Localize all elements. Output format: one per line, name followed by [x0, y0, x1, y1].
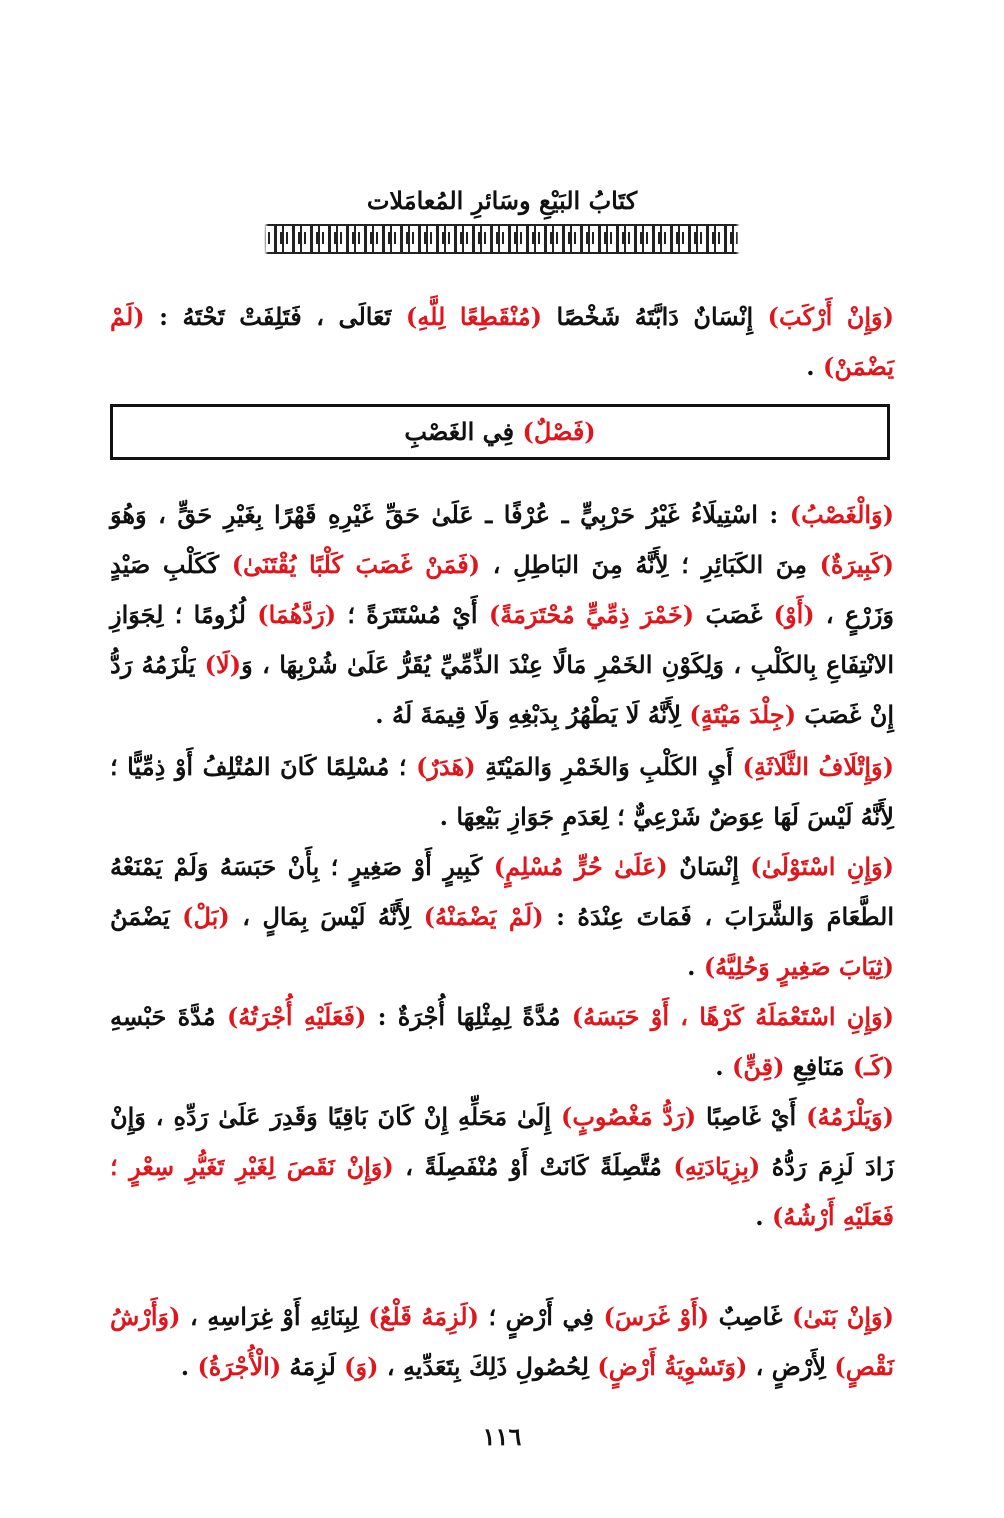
commentary-text: إِلَىٰ مَحَلِّهِ إِنْ كَانَ بَاقِيًا وَقَدِرَ عَلَىٰ رَدِّهِ ، وَإِنْ زَادَ لَزِمَ رَدُّهُ	[110, 1102, 895, 1181]
paragraph-istamal	[110, 992, 894, 1092]
commentary-text: غَصَبَ	[694, 600, 774, 629]
red-phrase: (وَالْغَصْبُ)	[789, 500, 894, 529]
red-phrase: (هَدَرٌ)	[416, 752, 476, 781]
section-heading-red: (فَصْلٌ)	[522, 417, 596, 446]
commentary-text: لَزِمَهُ	[281, 1352, 345, 1381]
commentary-text: مُتَّصِلَةً كَانَتْ أَوْ مُنْفَصِلَةً ،	[393, 1152, 674, 1181]
paragraph-ghasb	[110, 490, 894, 740]
commentary-text: .	[180, 1352, 198, 1381]
paragraph-intro	[110, 292, 894, 392]
commentary-text: فِي أَرْضٍ ؛	[478, 1302, 604, 1331]
commentary-text: : اسْتِيلَاءُ غَيْرُ حَرْبِيٍّ ـ عُرْفًا ـ عَلَىٰ حَقِّ غَيْرِهِ قَهْرًا بِغَيْرِ حَقٍّ ، وَهُوَ	[110, 500, 790, 529]
commentary-text: غَاصِبٌ	[709, 1302, 792, 1331]
red-phrase: (وَأَرْشُ نَقْصٍ)	[110, 1302, 894, 1381]
commentary-text: لِبِنَائِهِ أَوْ غِرَاسِهِ ،	[180, 1302, 369, 1331]
red-phrase: (الْأُجْرَةُ)	[197, 1352, 282, 1381]
paragraph-istawla	[110, 842, 894, 992]
commentary-text: كَبِيرٍ أَوْ صَغِيرٍ ؛ بِأَنْ حَبَسَهُ وَلَمْ يَمْنَعْهُ الطَّعَامَ وَالشَّرَابَ ، فَمَاتَ عِنْدَهُ :	[110, 852, 895, 931]
red-phrase: (وَ)	[344, 1352, 379, 1381]
red-phrase: (بِزِيَادَتِهِ)	[673, 1152, 761, 1181]
commentary-text: مَنَافِعِ	[784, 1052, 853, 1081]
red-phrase: (رَدَّهُمَا)	[257, 600, 337, 629]
red-phrase: (جِلْدَ مَيْتَةٍ)	[689, 700, 797, 729]
header-ornament-divider	[112, 224, 892, 254]
red-phrase: (وَإِنِ اسْتَوْلَىٰ)	[750, 852, 895, 881]
commentary-text: أَيْ مُسْتَتَرَةً ؛	[336, 600, 489, 629]
red-phrase: (خَمْرَ ذِمِّيٍّ مُحْتَرَمَةً)	[488, 600, 695, 629]
red-phrase: (وَإِنْ أَرْكَبَ)	[767, 302, 894, 331]
red-phrase: (ثِيَابَ صَغِيرٍ وَحُلِيَّهُ)	[703, 952, 894, 981]
commentary-text: أَيْ غَاصِبًا	[696, 1102, 807, 1131]
commentary-text: ؛ مُسْلِمًا كَانَ المُتْلِفُ أَوْ ذِمِّيًّا ؛ لِأَنَّهُ لَيْسَ لَهَا عِوَضٌ شَرْعِيٌّ ؛ لِعَدَمِ جَوَازِ بَيْعِهَا .	[110, 752, 894, 831]
commentary-text: .	[715, 1052, 732, 1081]
red-phrase: (فَمَنْ غَصَبَ كَلْبًا يُقْتَنَىٰ)	[231, 550, 481, 579]
commentary-text: مُدَّةً لِمِثْلِهَا أُجْرَةٌ :	[366, 1002, 572, 1031]
commentary-text: لِأَنَّهُ لَا يَطْهُرُ بِدَبْغِهِ وَلَا قِيمَةَ لَهُ .	[375, 700, 690, 729]
red-phrase: (لَمْ يَضْمَنْهُ)	[423, 902, 544, 931]
commentary-text: .	[755, 1202, 772, 1231]
red-phrase: (وَإِتْلَافُ الثَّلَاثَةِ)	[742, 752, 894, 781]
red-phrase: (أَوْ)	[773, 600, 815, 629]
commentary-text: إِنْسَانٌ دَابَّتَهُ شَخْصًا	[542, 302, 768, 331]
commentary-text: لِأَرْضٍ ،	[747, 1352, 835, 1381]
paragraph-yalzamuh	[110, 1092, 894, 1242]
red-phrase: (وَيَلْزَمُهُ)	[806, 1102, 894, 1131]
red-phrase: (وَإِنِ اسْتَعْمَلَهُ كَرْهًا ، أَوْ حَبَسَهُ)	[571, 1002, 895, 1031]
commentary-text: لِحُصُولِ ذَلِكَ بِتَعَدِّيهِ ،	[378, 1352, 598, 1381]
red-phrase: (وَإِنْ بَنَىٰ)	[791, 1302, 894, 1331]
commentary-text: لِأَنَّهُ لَيْسَ بِمَالٍ ،	[229, 902, 424, 931]
red-phrase: (قِنٍّ)	[732, 1052, 785, 1081]
red-phrase: (أَوْ غَرَسَ)	[603, 1302, 710, 1331]
commentary-text: لُزُومًا ؛ لِجَوَازِ الانْتِفَاعِ بِالكَلْبِ ، وَلِكَوْنِ الخَمْرِ مَالًا عِنْدَ الذِّمِّيِّ يُقَرُّ عَلَىٰ شُرْبِهَا ، وَ	[110, 600, 895, 679]
red-phrase: (وَتَسْوِيَةُ أَرْضٍ)	[597, 1352, 748, 1381]
commentary-text: مِنَ الكَبَائِرِ ؛ لِأَنَّهُ مِنَ البَاطِلِ ،	[480, 550, 820, 579]
paragraph-itlaf	[110, 742, 894, 842]
commentary-text: مُدَّةَ حَبْسِهِ	[110, 1002, 227, 1031]
commentary-text: إِنْسَانٌ	[667, 852, 751, 881]
commentary-text: .	[806, 352, 823, 381]
red-phrase: (كَـ)	[852, 1052, 894, 1081]
red-phrase: (كَبِيرَةٌ)	[819, 550, 894, 579]
commentary-text: يَضْمَنُ	[110, 902, 183, 931]
ornament-pattern	[112, 232, 892, 244]
red-phrase: (رَدُّ مَغْصُوبٍ)	[560, 1102, 697, 1131]
red-phrase: (فَعَلَيْهِ أُجْرَتُهُ)	[226, 1002, 367, 1031]
section-heading-box	[110, 404, 890, 460]
red-phrase: (عَلَىٰ حُرٍّ مُسْلِمٍ)	[493, 852, 668, 881]
section-heading-text: فِي الغَصْبِ	[404, 417, 523, 446]
paragraph-bana	[110, 1292, 894, 1392]
red-phrase: (لَا)	[204, 650, 242, 679]
commentary-text: تَعَالَى ، فَتَلِفَتْ تَحْتَهُ :	[144, 302, 406, 331]
commentary-text: أَيِ الكَلْبِ وَالخَمْرِ وَالمَيْتَةِ	[475, 752, 743, 781]
red-phrase: (بَلْ)	[182, 902, 230, 931]
commentary-text: .	[687, 952, 704, 981]
red-phrase: (لَمْ يَضْمَنْ)	[110, 302, 894, 381]
commentary-text: يَلْزَمُهُ رَدُّ إِنْ غَصَبَ	[110, 650, 894, 729]
red-phrase: (لَزِمَهُ قَلْعٌ)	[368, 1302, 479, 1331]
red-phrase: (مُنْقَطِعًا لِلَّهِ)	[405, 302, 543, 331]
running-header: كتَابُ البَيْعِ وسَائرِ المُعامَلات	[366, 186, 638, 215]
red-phrase: (وَإِنْ نَقَصَ لِغَيْرِ تَغَيُّرِ سِعْرٍ ؛ فَعَلَيْهِ أَرْشُهُ)	[110, 1152, 894, 1231]
page-number: ١١٦	[482, 1422, 522, 1451]
commentary-text: كَكَلْبِ صَيْدٍ وَزَرْعٍ ،	[110, 550, 895, 629]
